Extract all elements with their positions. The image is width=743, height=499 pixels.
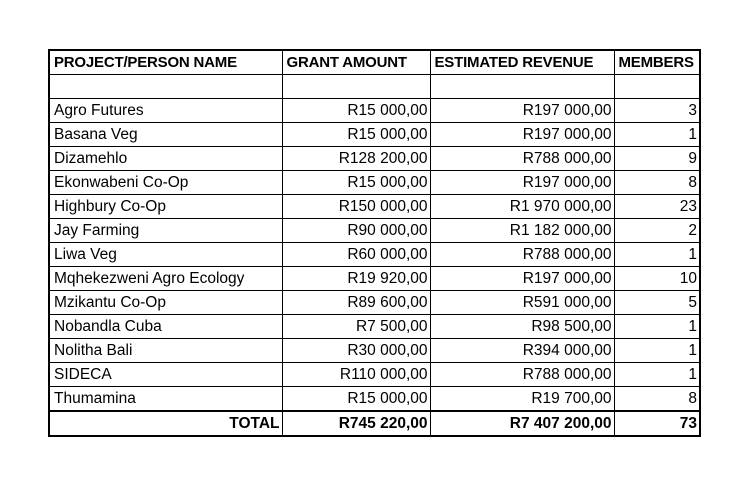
grant-table — [48, 49, 701, 437]
total-row — [49, 411, 700, 436]
cell-revenue: R788 000,00 — [430, 363, 614, 387]
total-revenue: R7 407 200,00 — [430, 411, 614, 436]
cell-revenue: R197 000,00 — [430, 171, 614, 195]
blank-cell — [430, 75, 614, 99]
cell-revenue: R1 182 000,00 — [430, 219, 614, 243]
blank-cell — [614, 75, 700, 99]
table-row — [49, 291, 700, 315]
cell-name: Nolitha Bali — [49, 339, 282, 363]
table-row — [49, 387, 700, 412]
header-row — [49, 50, 700, 75]
cell-members: 1 — [614, 243, 700, 267]
cell-grant: R19 920,00 — [282, 267, 430, 291]
cell-name: Agro Futures — [49, 99, 282, 123]
table-row — [49, 363, 700, 387]
header-members: MEMBERS — [614, 50, 700, 75]
cell-name: Dizamehlo — [49, 147, 282, 171]
table-row — [49, 267, 700, 291]
cell-members: 8 — [614, 171, 700, 195]
blank-cell — [282, 75, 430, 99]
cell-revenue: R19 700,00 — [430, 387, 614, 412]
cell-grant: R90 000,00 — [282, 219, 430, 243]
cell-members: 1 — [614, 315, 700, 339]
cell-revenue: R788 000,00 — [430, 243, 614, 267]
table-row — [49, 123, 700, 147]
cell-name: Thumamina — [49, 387, 282, 412]
cell-name: Ekonwabeni Co-Op — [49, 171, 282, 195]
total-label: TOTAL — [49, 411, 282, 436]
header-grant: GRANT AMOUNT — [282, 50, 430, 75]
table-row — [49, 195, 700, 219]
cell-members: 8 — [614, 387, 700, 412]
cell-grant: R110 000,00 — [282, 363, 430, 387]
cell-name: Basana Veg — [49, 123, 282, 147]
cell-members: 1 — [614, 123, 700, 147]
cell-members: 3 — [614, 99, 700, 123]
total-grant: R745 220,00 — [282, 411, 430, 436]
cell-grant: R128 200,00 — [282, 147, 430, 171]
cell-name: Mqhekezweni Agro Ecology — [49, 267, 282, 291]
cell-name: Highbury Co-Op — [49, 195, 282, 219]
table-row — [49, 99, 700, 123]
header-name: PROJECT/PERSON NAME — [49, 50, 282, 75]
cell-grant: R15 000,00 — [282, 99, 430, 123]
cell-grant: R7 500,00 — [282, 315, 430, 339]
cell-revenue: R1 970 000,00 — [430, 195, 614, 219]
cell-revenue: R197 000,00 — [430, 123, 614, 147]
cell-grant: R15 000,00 — [282, 387, 430, 412]
cell-grant: R89 600,00 — [282, 291, 430, 315]
table-row — [49, 339, 700, 363]
cell-revenue: R788 000,00 — [430, 147, 614, 171]
cell-name: SIDECA — [49, 363, 282, 387]
total-members: 73 — [614, 411, 700, 436]
table-row — [49, 243, 700, 267]
blank-row — [49, 75, 700, 99]
cell-revenue: R98 500,00 — [430, 315, 614, 339]
blank-cell — [49, 75, 282, 99]
header-revenue: ESTIMATED REVENUE — [430, 50, 614, 75]
cell-members: 5 — [614, 291, 700, 315]
table-row — [49, 315, 700, 339]
cell-grant: R150 000,00 — [282, 195, 430, 219]
cell-members: 2 — [614, 219, 700, 243]
cell-members: 23 — [614, 195, 700, 219]
cell-name: Liwa Veg — [49, 243, 282, 267]
cell-grant: R15 000,00 — [282, 123, 430, 147]
cell-members: 1 — [614, 339, 700, 363]
table-row — [49, 219, 700, 243]
cell-members: 10 — [614, 267, 700, 291]
cell-name: Mzikantu Co-Op — [49, 291, 282, 315]
cell-grant: R60 000,00 — [282, 243, 430, 267]
cell-revenue: R394 000,00 — [430, 339, 614, 363]
table-row — [49, 147, 700, 171]
table-row — [49, 171, 700, 195]
cell-name: Jay Farming — [49, 219, 282, 243]
cell-grant: R15 000,00 — [282, 171, 430, 195]
cell-revenue: R197 000,00 — [430, 99, 614, 123]
cell-revenue: R197 000,00 — [430, 267, 614, 291]
cell-members: 1 — [614, 363, 700, 387]
cell-revenue: R591 000,00 — [430, 291, 614, 315]
cell-grant: R30 000,00 — [282, 339, 430, 363]
cell-name: Nobandla Cuba — [49, 315, 282, 339]
cell-members: 9 — [614, 147, 700, 171]
